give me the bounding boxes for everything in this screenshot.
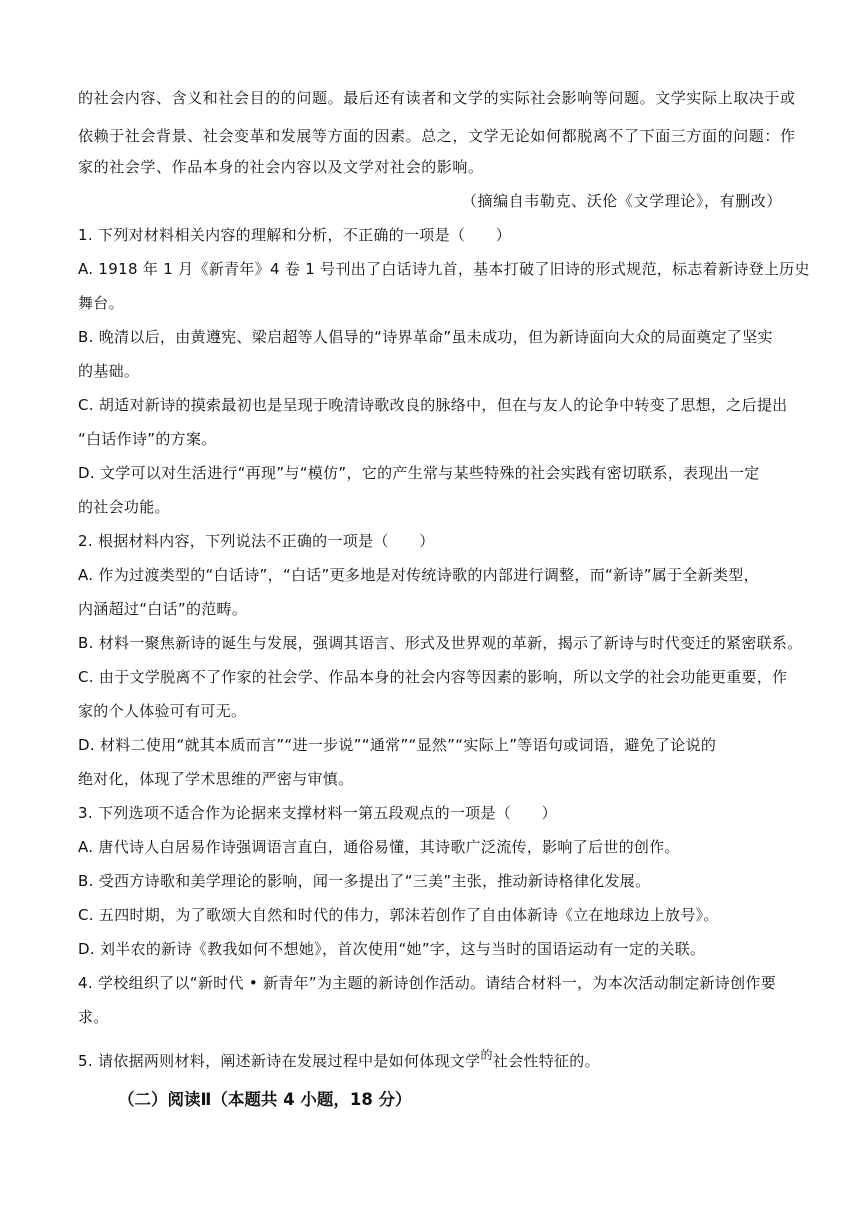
q3-option-c: C. 五四时期，为了歌颂大自然和时代的伟力，郭沫若创作了自由体新诗《立在地球边上放号》。 (78, 906, 719, 924)
q1-option-a-line2: 舞台。 (78, 294, 124, 312)
q5-line (78, 1048, 790, 1072)
q1-option-c-line1: C. 胡适对新诗的摸索最初也是呈现于晚清诗歌改良的脉络中，但在与友人的论争中转变了思想，之后提出 (78, 396, 788, 414)
passage-source: （摘编自韦勒克、沃伦《文学理论》，有删改） (461, 192, 782, 210)
q5-text-sup: 的 (480, 1048, 493, 1062)
q4-line-2: 求。 (78, 1008, 109, 1026)
passage-line-3: 家的社会学、作品本身的社会内容以及文学对社会的影响。 (78, 158, 484, 176)
q2-option-a-line1: A. 作为过渡类型的“白话诗”，“白话”更多地是对传统诗歌的内部进行调整，而“新诗”属于全新类型， (78, 566, 759, 584)
q4-line-1: 4. 学校组织了以“新时代 • 新青年”为主题的新诗创作活动。请结合材料一，为本次活动制定新诗创作要 (78, 974, 777, 992)
q3-option-d: D. 刘半农的新诗《教我如何不想她》，首次使用“她”字，这与当时的国语运动有一定的关联。 (78, 940, 706, 958)
q5-text-post: 社会性特征的。 (492, 1052, 600, 1070)
q2-stem: 2. 根据材料内容，下列说法不正确的一项是（ ） (78, 532, 435, 550)
section-heading: （二）阅读Ⅱ（本题共 4 小题，18 分） (118, 1090, 412, 1109)
q1-option-c-line2: “白话作诗”的方案。 (78, 430, 217, 448)
q2-option-d-line2: 绝对化，体现了学术思维的严密与审慎。 (78, 770, 354, 788)
q2-option-a-line2: 内涵超过“白话”的范畴。 (78, 600, 248, 618)
q1-option-b-line1: B. 晚清以后，由黄遵宪、梁启超等人倡导的“诗界革命”虽未成功，但为新诗面向大众的局面奠定了坚实 (78, 328, 773, 346)
q1-stem: 1. 下列对材料相关内容的理解和分析，不正确的一项是（ ） (78, 226, 512, 244)
passage-line-1: 的社会内容、含义和社会目的的问题。最后还有读者和文学的实际社会影响等问题。文学实际上取决于或 (78, 89, 796, 107)
q2-option-c-line2: 家的个人体验可有可无。 (78, 702, 247, 720)
q2-option-b-line1: B. 材料一聚焦新诗的诞生与发展，强调其语言、形式及世界观的革新，揭示了新诗与时代变迁的紧密联系。 (78, 634, 803, 652)
q1-option-d-line2: 的社会功能。 (78, 498, 170, 516)
q2-option-c-line1: C. 由于文学脱离不了作家的社会学、作品本身的社会内容等因素的影响，所以文学的社会功能更重要，作 (78, 668, 788, 686)
passage-line-2: 依赖于社会背景、社会变革和发展等方面的因素。总之，文学无论如何都脱离不了下面三方面的问题：作 (78, 127, 796, 145)
q1-option-d-line1: D. 文学可以对生活进行“再现”与“模仿”，它的产生常与某些特殊的社会实践有密切联系，表现出一定 (78, 464, 760, 482)
q3-stem: 3. 下列选项不适合作为论据来支撑材料一第五段观点的一项是（ ） (78, 804, 557, 822)
q5-text-pre: 5. 请依据两则材料，阐述新诗在发展过程中是如何体现文学 (78, 1052, 481, 1070)
q2-option-d-line1: D. 材料二使用“就其本质而言”“进一步说”“通常”“显然”“实际上”等语句或词语，避免了论说的 (78, 736, 717, 754)
q1-option-b-line2: 的基础。 (78, 362, 140, 380)
q3-option-a: A. 唐代诗人白居易作诗强调语言直白，通俗易懂，其诗歌广泛流传，影响了后世的创作。 (78, 838, 680, 856)
q1-option-a-line1: A. 1918 年 1 月《新青年》4 卷 1 号刊出了白话诗九首，基本打破了旧诗的形式规范，标志着新诗登上历史 (78, 260, 810, 278)
q3-option-b: B. 受西方诗歌和美学理论的影响，闻一多提出了“三美”主张，推动新诗格律化发展。 (78, 872, 651, 890)
